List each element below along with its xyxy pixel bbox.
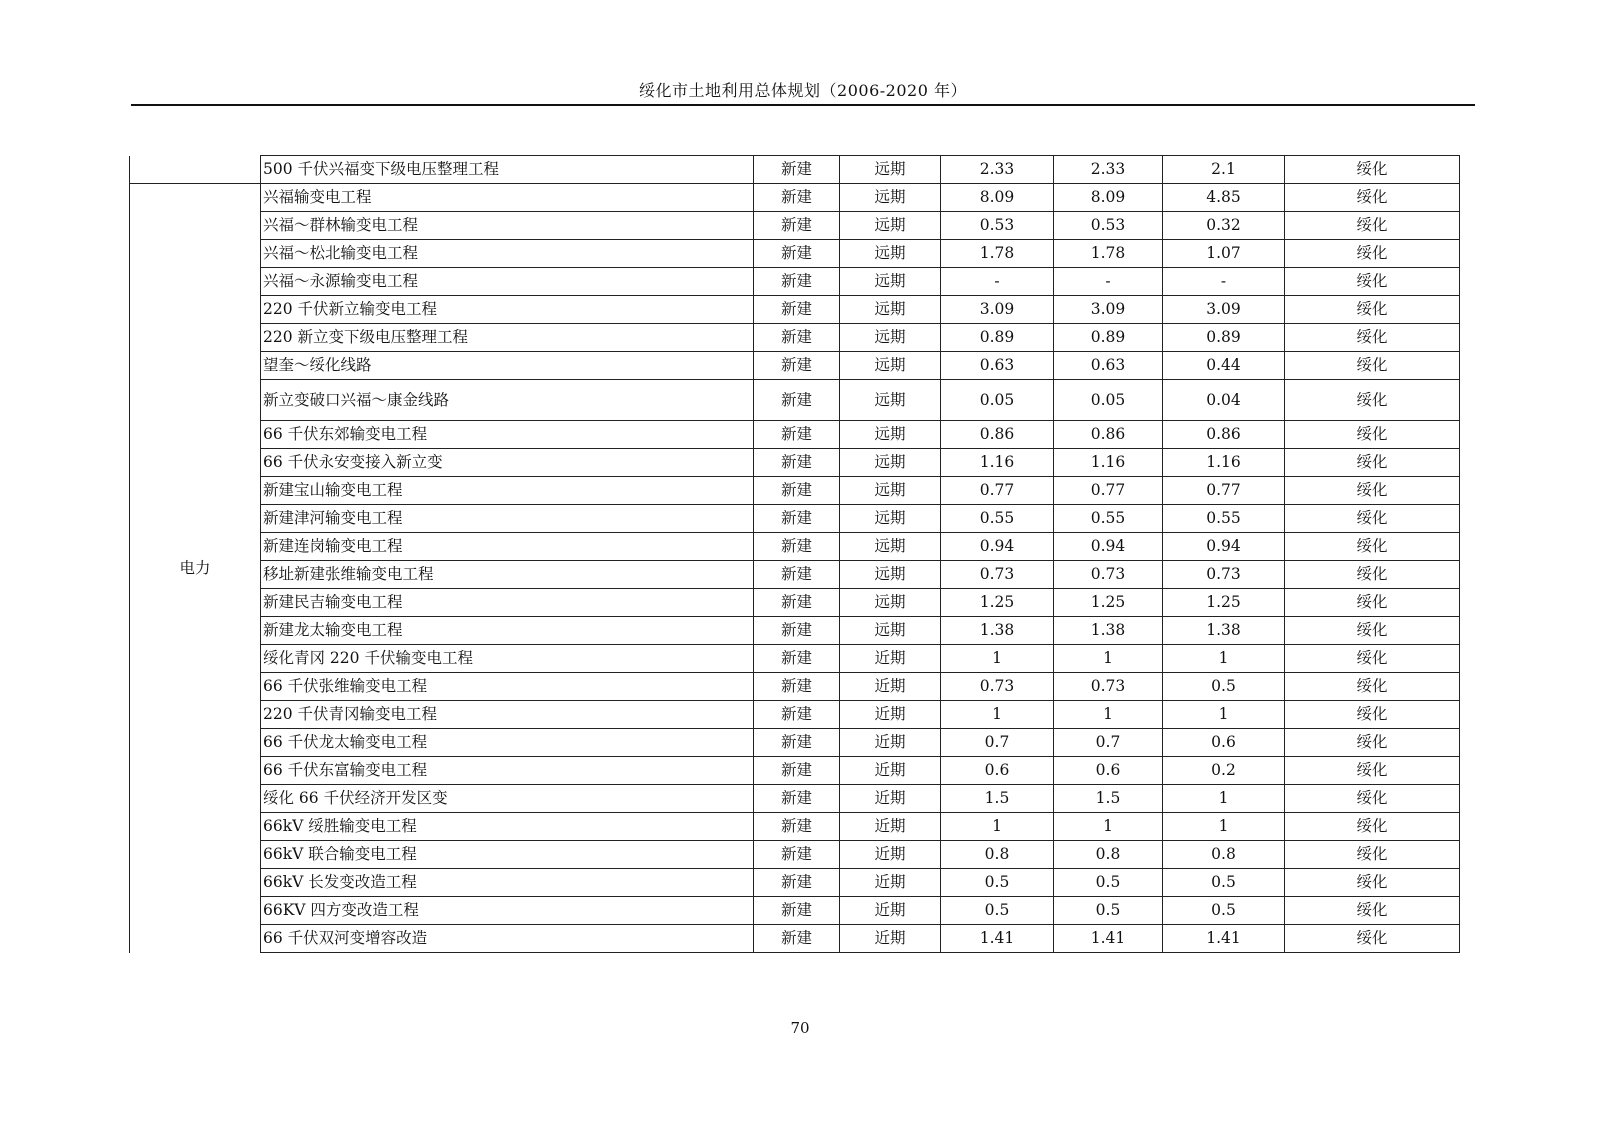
table-row (130, 729, 1460, 757)
construction-type-cell: 新建 (754, 869, 840, 897)
construction-type-cell: 新建 (754, 925, 840, 953)
project-name-cell: 绥化 66 千伏经济开发区变 (261, 785, 754, 813)
location-cell: 绥化 (1285, 212, 1460, 240)
location-cell: 绥化 (1285, 324, 1460, 352)
construction-type-cell: 新建 (754, 757, 840, 785)
value-1-cell: 0.05 (941, 380, 1054, 421)
value-3-cell: 0.5 (1163, 869, 1285, 897)
project-name-cell: 新建龙太输变电工程 (261, 617, 754, 645)
construction-type-cell: 新建 (754, 729, 840, 757)
value-3-cell: 0.8 (1163, 841, 1285, 869)
period-cell: 近期 (840, 673, 941, 701)
period-cell: 远期 (840, 449, 941, 477)
value-3-cell: 0.2 (1163, 757, 1285, 785)
location-cell: 绥化 (1285, 533, 1460, 561)
construction-type-cell: 新建 (754, 813, 840, 841)
location-cell: 绥化 (1285, 897, 1460, 925)
page-number: 70 (790, 1019, 810, 1037)
period-cell: 远期 (840, 617, 941, 645)
project-name-cell: 新建津河输变电工程 (261, 505, 754, 533)
value-2-cell: 1.25 (1054, 589, 1163, 617)
table-row (130, 505, 1460, 533)
project-name-cell: 66 千伏东郊输变电工程 (261, 421, 754, 449)
table-row (130, 184, 1460, 212)
value-3-cell: 1 (1163, 645, 1285, 673)
value-3-cell: 3.09 (1163, 296, 1285, 324)
period-cell: 近期 (840, 701, 941, 729)
location-cell: 绥化 (1285, 841, 1460, 869)
project-name-cell: 220 新立变下级电压整理工程 (261, 324, 754, 352)
project-name-cell: 66KV 四方变改造工程 (261, 897, 754, 925)
construction-type-cell: 新建 (754, 477, 840, 505)
period-cell: 远期 (840, 589, 941, 617)
location-cell: 绥化 (1285, 296, 1460, 324)
construction-type-cell: 新建 (754, 352, 840, 380)
location-cell: 绥化 (1285, 449, 1460, 477)
value-1-cell: 0.8 (941, 841, 1054, 869)
period-cell: 近期 (840, 897, 941, 925)
table-row (130, 757, 1460, 785)
value-1-cell: 0.6 (941, 757, 1054, 785)
location-cell: 绥化 (1285, 561, 1460, 589)
value-2-cell: 1.78 (1054, 240, 1163, 268)
location-cell: 绥化 (1285, 268, 1460, 296)
construction-type-cell: 新建 (754, 645, 840, 673)
value-1-cell: 8.09 (941, 184, 1054, 212)
table-row (130, 352, 1460, 380)
value-1-cell: 0.73 (941, 673, 1054, 701)
table-row (130, 477, 1460, 505)
period-cell: 近期 (840, 785, 941, 813)
construction-type-cell: 新建 (754, 785, 840, 813)
value-2-cell: 1.38 (1054, 617, 1163, 645)
project-name-cell: 500 千伏兴福变下级电压整理工程 (261, 156, 754, 184)
value-3-cell: 1.41 (1163, 925, 1285, 953)
project-name-cell: 兴福～松北输变电工程 (261, 240, 754, 268)
value-1-cell: 0.77 (941, 477, 1054, 505)
period-cell: 近期 (840, 869, 941, 897)
project-name-cell: 新建宝山输变电工程 (261, 477, 754, 505)
value-3-cell: 1 (1163, 785, 1285, 813)
period-cell: 近期 (840, 841, 941, 869)
value-1-cell: 1.5 (941, 785, 1054, 813)
value-2-cell: 3.09 (1054, 296, 1163, 324)
table-row (130, 533, 1460, 561)
location-cell: 绥化 (1285, 757, 1460, 785)
value-3-cell: 0.44 (1163, 352, 1285, 380)
table-row (130, 869, 1460, 897)
construction-type-cell: 新建 (754, 505, 840, 533)
value-2-cell: 8.09 (1054, 184, 1163, 212)
construction-type-cell: 新建 (754, 268, 840, 296)
value-2-cell: 0.73 (1054, 673, 1163, 701)
value-2-cell: 1.41 (1054, 925, 1163, 953)
construction-type-cell: 新建 (754, 561, 840, 589)
construction-type-cell: 新建 (754, 184, 840, 212)
value-2-cell: 1 (1054, 701, 1163, 729)
table-row (130, 785, 1460, 813)
construction-type-cell: 新建 (754, 296, 840, 324)
period-cell: 远期 (840, 421, 941, 449)
value-2-cell: 1.5 (1054, 785, 1163, 813)
table-row (130, 589, 1460, 617)
value-3-cell: 1.07 (1163, 240, 1285, 268)
value-3-cell: 1 (1163, 813, 1285, 841)
value-2-cell: 1 (1054, 813, 1163, 841)
period-cell: 远期 (840, 184, 941, 212)
location-cell: 绥化 (1285, 729, 1460, 757)
project-name-cell: 新立变破口兴福～康金线路 (261, 380, 754, 421)
value-3-cell: 0.86 (1163, 421, 1285, 449)
construction-type-cell: 新建 (754, 617, 840, 645)
period-cell: 远期 (840, 477, 941, 505)
project-name-cell: 66kV 绥胜输变电工程 (261, 813, 754, 841)
value-3-cell: 0.6 (1163, 729, 1285, 757)
period-cell: 近期 (840, 925, 941, 953)
table-row (130, 813, 1460, 841)
value-1-cell: 0.94 (941, 533, 1054, 561)
period-cell: 远期 (840, 561, 941, 589)
project-name-cell: 66 千伏双河变增容改造 (261, 925, 754, 953)
project-name-cell: 新建连岗输变电工程 (261, 533, 754, 561)
project-name-cell: 兴福～永源输变电工程 (261, 268, 754, 296)
location-cell: 绥化 (1285, 156, 1460, 184)
project-name-cell: 66 千伏永安变接入新立变 (261, 449, 754, 477)
table-row (130, 841, 1460, 869)
value-1-cell: 0.5 (941, 869, 1054, 897)
value-1-cell: 2.33 (941, 156, 1054, 184)
construction-type-cell: 新建 (754, 240, 840, 268)
construction-type-cell: 新建 (754, 701, 840, 729)
value-2-cell: 1 (1054, 645, 1163, 673)
value-1-cell: 0.55 (941, 505, 1054, 533)
value-1-cell: 0.89 (941, 324, 1054, 352)
value-1-cell: 1 (941, 701, 1054, 729)
value-1-cell: 0.53 (941, 212, 1054, 240)
location-cell: 绥化 (1285, 505, 1460, 533)
project-table-container (129, 155, 1459, 953)
page-header-title: 绥化市土地利用总体规划（2006-2020 年） (639, 81, 967, 100)
value-2-cell: 0.55 (1054, 505, 1163, 533)
value-3-cell: 0.73 (1163, 561, 1285, 589)
project-table (129, 155, 1460, 953)
project-name-cell: 移址新建张维输变电工程 (261, 561, 754, 589)
period-cell: 近期 (840, 757, 941, 785)
project-table-body (130, 156, 1460, 953)
project-name-cell: 66 千伏龙太输变电工程 (261, 729, 754, 757)
table-row (130, 268, 1460, 296)
project-name-cell: 220 千伏新立输变电工程 (261, 296, 754, 324)
project-name-cell: 兴福～群林输变电工程 (261, 212, 754, 240)
table-row (130, 240, 1460, 268)
table-row (130, 380, 1460, 421)
construction-type-cell: 新建 (754, 156, 840, 184)
value-3-cell: 0.55 (1163, 505, 1285, 533)
location-cell: 绥化 (1285, 645, 1460, 673)
value-3-cell: 1.38 (1163, 617, 1285, 645)
table-row (130, 645, 1460, 673)
period-cell: 近期 (840, 645, 941, 673)
value-2-cell: 0.8 (1054, 841, 1163, 869)
period-cell: 远期 (840, 296, 941, 324)
period-cell: 近期 (840, 729, 941, 757)
value-2-cell: 0.5 (1054, 869, 1163, 897)
value-3-cell: 0.94 (1163, 533, 1285, 561)
table-row (130, 324, 1460, 352)
project-name-cell: 66kV 长发变改造工程 (261, 869, 754, 897)
value-1-cell: - (941, 268, 1054, 296)
value-2-cell: 0.7 (1054, 729, 1163, 757)
value-3-cell: 4.85 (1163, 184, 1285, 212)
value-1-cell: 0.73 (941, 561, 1054, 589)
project-name-cell: 绥化青冈 220 千伏输变电工程 (261, 645, 754, 673)
construction-type-cell: 新建 (754, 421, 840, 449)
value-3-cell: 0.89 (1163, 324, 1285, 352)
value-3-cell: 1 (1163, 701, 1285, 729)
construction-type-cell: 新建 (754, 449, 840, 477)
value-3-cell: 0.5 (1163, 897, 1285, 925)
category-cell-continued (130, 156, 261, 184)
location-cell: 绥化 (1285, 421, 1460, 449)
period-cell: 远期 (840, 240, 941, 268)
table-row (130, 701, 1460, 729)
period-cell: 远期 (840, 212, 941, 240)
value-2-cell: 0.53 (1054, 212, 1163, 240)
location-cell: 绥化 (1285, 925, 1460, 953)
value-1-cell: 1.41 (941, 925, 1054, 953)
value-1-cell: 3.09 (941, 296, 1054, 324)
project-name-cell: 66 千伏东富输变电工程 (261, 757, 754, 785)
value-1-cell: 0.86 (941, 421, 1054, 449)
value-2-cell: 0.94 (1054, 533, 1163, 561)
location-cell: 绥化 (1285, 477, 1460, 505)
value-3-cell: 0.5 (1163, 673, 1285, 701)
period-cell: 远期 (840, 324, 941, 352)
construction-type-cell: 新建 (754, 897, 840, 925)
value-1-cell: 1.78 (941, 240, 1054, 268)
period-cell: 远期 (840, 156, 941, 184)
construction-type-cell: 新建 (754, 673, 840, 701)
table-row (130, 212, 1460, 240)
construction-type-cell: 新建 (754, 324, 840, 352)
value-3-cell: - (1163, 268, 1285, 296)
value-2-cell: 0.73 (1054, 561, 1163, 589)
table-row (130, 561, 1460, 589)
value-1-cell: 1.38 (941, 617, 1054, 645)
project-name-cell: 66kV 联合输变电工程 (261, 841, 754, 869)
value-2-cell: 0.86 (1054, 421, 1163, 449)
construction-type-cell: 新建 (754, 533, 840, 561)
period-cell: 远期 (840, 533, 941, 561)
value-3-cell: 0.77 (1163, 477, 1285, 505)
table-row (130, 296, 1460, 324)
project-name-cell: 220 千伏青冈输变电工程 (261, 701, 754, 729)
location-cell: 绥化 (1285, 240, 1460, 268)
category-cell: 电力 (130, 184, 261, 953)
location-cell: 绥化 (1285, 785, 1460, 813)
project-name-cell: 66 千伏张维输变电工程 (261, 673, 754, 701)
period-cell: 远期 (840, 505, 941, 533)
location-cell: 绥化 (1285, 701, 1460, 729)
header-divider (131, 104, 1475, 106)
value-2-cell: 0.77 (1054, 477, 1163, 505)
value-1-cell: 0.63 (941, 352, 1054, 380)
value-2-cell: 1.16 (1054, 449, 1163, 477)
location-cell: 绥化 (1285, 813, 1460, 841)
location-cell: 绥化 (1285, 352, 1460, 380)
value-2-cell: 0.5 (1054, 897, 1163, 925)
location-cell: 绥化 (1285, 380, 1460, 421)
period-cell: 近期 (840, 813, 941, 841)
construction-type-cell: 新建 (754, 841, 840, 869)
value-2-cell: 0.63 (1054, 352, 1163, 380)
location-cell: 绥化 (1285, 869, 1460, 897)
value-1-cell: 0.7 (941, 729, 1054, 757)
value-2-cell: 2.33 (1054, 156, 1163, 184)
table-row (130, 156, 1460, 184)
value-3-cell: 1.25 (1163, 589, 1285, 617)
construction-type-cell: 新建 (754, 380, 840, 421)
table-row (130, 449, 1460, 477)
value-1-cell: 0.5 (941, 897, 1054, 925)
project-name-cell: 兴福输变电工程 (261, 184, 754, 212)
value-2-cell: 0.6 (1054, 757, 1163, 785)
period-cell: 远期 (840, 380, 941, 421)
construction-type-cell: 新建 (754, 589, 840, 617)
location-cell: 绥化 (1285, 673, 1460, 701)
value-3-cell: 2.1 (1163, 156, 1285, 184)
table-row (130, 925, 1460, 953)
project-name-cell: 望奎～绥化线路 (261, 352, 754, 380)
project-name-cell: 新建民吉输变电工程 (261, 589, 754, 617)
value-3-cell: 1.16 (1163, 449, 1285, 477)
construction-type-cell: 新建 (754, 212, 840, 240)
table-row (130, 617, 1460, 645)
value-3-cell: 0.04 (1163, 380, 1285, 421)
table-row (130, 421, 1460, 449)
location-cell: 绥化 (1285, 617, 1460, 645)
table-row (130, 673, 1460, 701)
value-1-cell: 1 (941, 645, 1054, 673)
table-row (130, 897, 1460, 925)
value-1-cell: 1.25 (941, 589, 1054, 617)
period-cell: 远期 (840, 352, 941, 380)
value-1-cell: 1.16 (941, 449, 1054, 477)
value-3-cell: 0.32 (1163, 212, 1285, 240)
period-cell: 远期 (840, 268, 941, 296)
location-cell: 绥化 (1285, 184, 1460, 212)
location-cell: 绥化 (1285, 589, 1460, 617)
value-1-cell: 1 (941, 813, 1054, 841)
value-2-cell: 0.89 (1054, 324, 1163, 352)
value-2-cell: - (1054, 268, 1163, 296)
value-2-cell: 0.05 (1054, 380, 1163, 421)
